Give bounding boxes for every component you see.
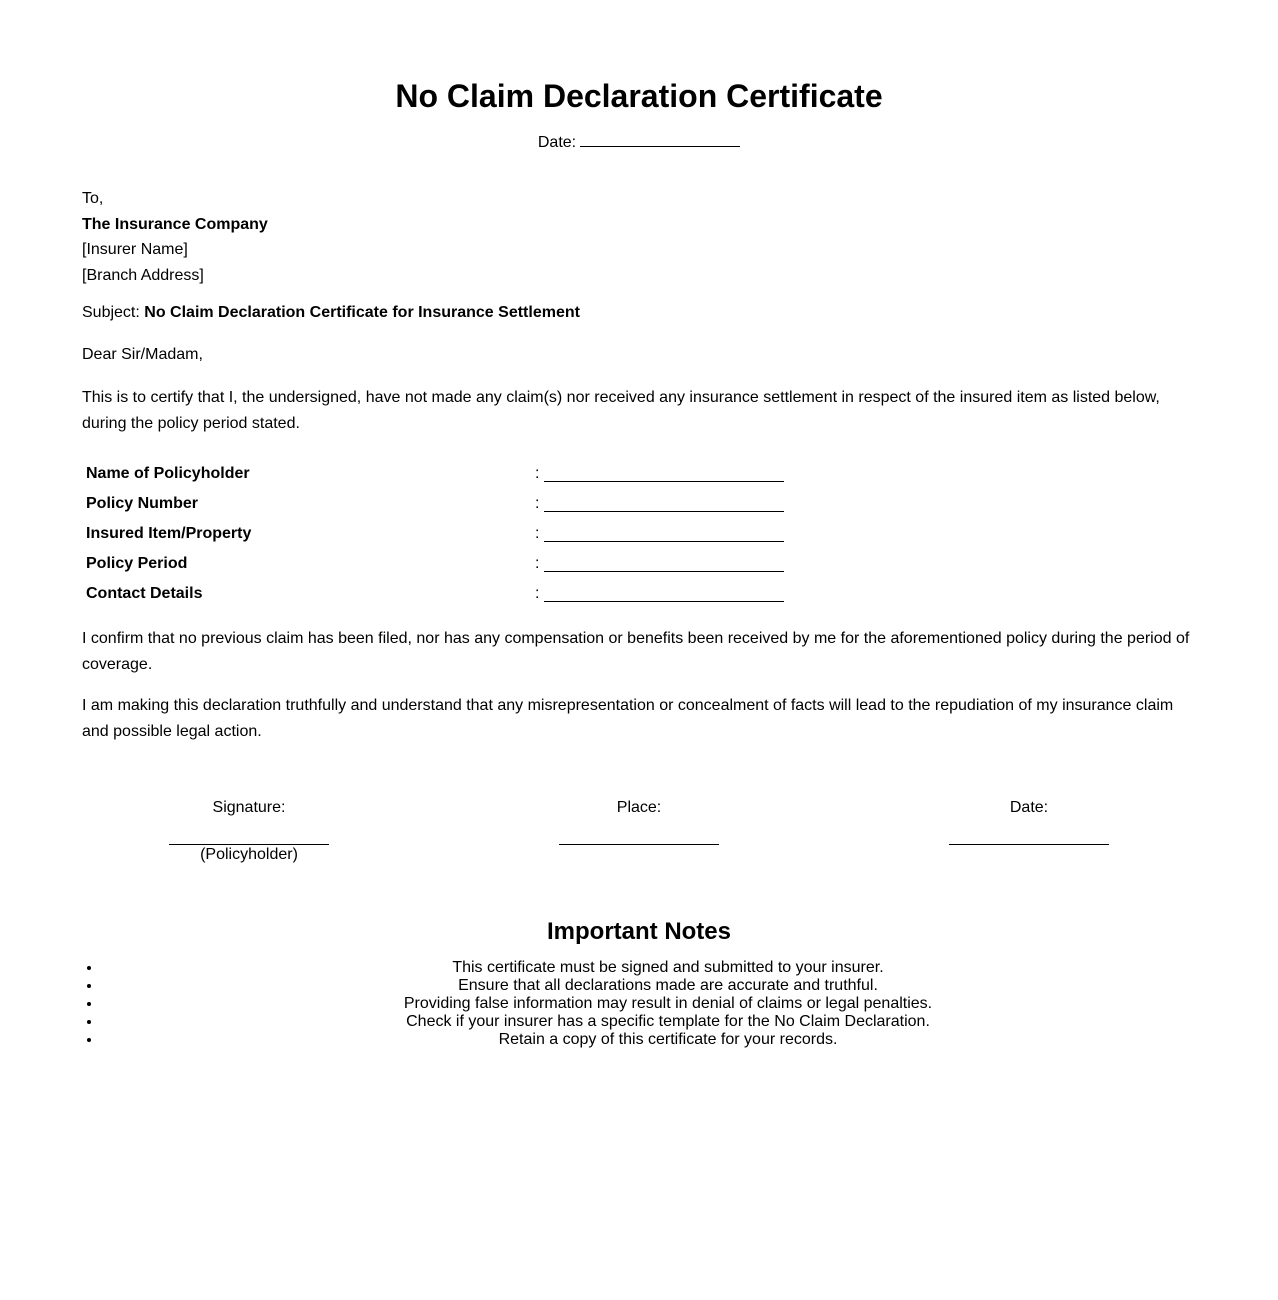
field-row-policy-period <box>86 552 786 582</box>
signature-sublabel: (Policyholder) <box>200 846 298 863</box>
field-label: Name of Policyholder <box>86 465 250 482</box>
field-row-policy-number <box>86 492 786 522</box>
confirm-paragraph: I confirm that no previous claim has been filed, nor has any compensation or benefits been received by me for the aforementioned policy during the period of coverage. <box>82 630 1190 673</box>
list-item: • Check if your insurer has a specific template for the No Claim Declaration. <box>102 1013 1234 1031</box>
declare-paragraph: I am making this declaration truthfully and understand that any misrepresentation or concealment of facts will lead to the repudiation of my insurance claim and possible legal action. <box>82 697 1174 740</box>
policy-details <box>86 462 786 612</box>
field-colon: : <box>535 495 540 512</box>
greeting: Dear Sir/Madam, <box>82 346 203 363</box>
place-blank[interactable] <box>559 843 719 845</box>
header-date-label: Date: <box>537 134 577 151</box>
signature-date-label: Date: <box>1009 799 1049 816</box>
list-item: • Providing false information may result in denial of claims or legal penalties. <box>102 995 1234 1013</box>
field-row-policyholder <box>86 462 786 492</box>
list-item: • This certificate must be signed and submitted to your insurer. <box>102 959 1234 977</box>
notes-list <box>82 959 1234 1049</box>
field-blank[interactable] <box>544 601 784 602</box>
place-label: Place: <box>616 799 662 816</box>
date-column <box>919 799 1139 845</box>
list-item: • Ensure that all declarations made are accurate and truthful. <box>102 977 1234 995</box>
subject-line <box>82 304 580 322</box>
field-blank[interactable] <box>544 541 784 542</box>
field-label: Policy Period <box>86 555 188 572</box>
field-blank[interactable] <box>544 511 784 512</box>
field-blank[interactable] <box>544 571 784 572</box>
field-label: Contact Details <box>86 585 203 602</box>
certify-paragraph: This is to certify that I, the undersigned, have not made any claim(s) nor received any insurance settlement in respect of the insured item as listed below, during the policy period stated. <box>82 389 1160 432</box>
signature-column <box>139 799 359 864</box>
header-date <box>0 132 1278 152</box>
field-label: Policy Number <box>86 495 199 512</box>
notes-title: Important Notes <box>546 918 731 945</box>
signature-blank[interactable] <box>169 843 329 845</box>
list-item: • Retain a copy of this certificate for your records. <box>102 1031 1234 1049</box>
field-colon: : <box>535 525 540 542</box>
subject-label: Subject: <box>82 304 140 321</box>
signature-label: Signature: <box>212 799 286 816</box>
address-company: The Insurance Company <box>82 215 268 233</box>
field-colon: : <box>535 585 540 602</box>
field-label: Insured Item/Property <box>86 525 252 542</box>
field-colon: : <box>535 465 540 482</box>
address-branch: [Branch Address] <box>82 266 204 284</box>
header-date-blank[interactable] <box>580 132 740 147</box>
subject-text: No Claim Declaration Certificate for Insurance Settlement <box>144 304 580 321</box>
field-blank[interactable] <box>544 481 784 482</box>
document-title: No Claim Declaration Certificate <box>395 78 883 114</box>
signature-date-blank[interactable] <box>949 843 1109 845</box>
address-insurer-name: [Insurer Name] <box>82 241 188 258</box>
field-row-contact <box>86 582 786 612</box>
place-column <box>529 799 749 845</box>
address-to: To, <box>82 190 104 207</box>
field-row-insured-item <box>86 522 786 552</box>
recipient-address <box>82 186 268 288</box>
field-colon: : <box>535 555 540 572</box>
